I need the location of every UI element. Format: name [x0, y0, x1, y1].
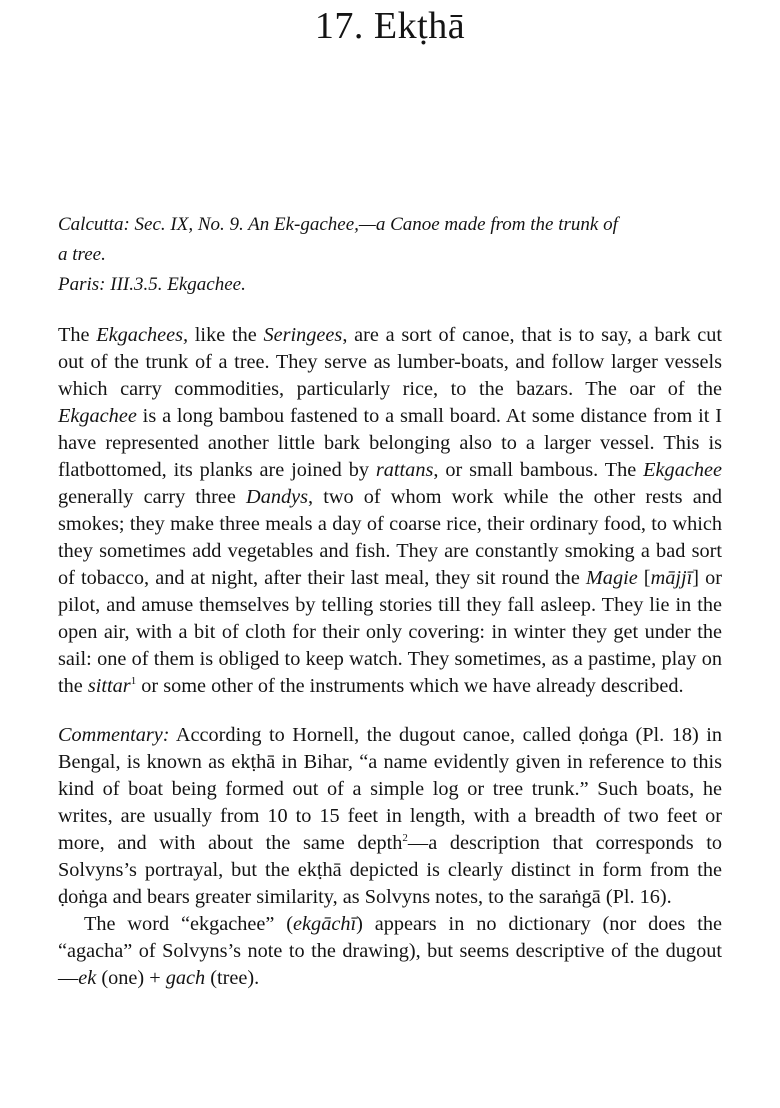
italic-term: rattans	[375, 459, 434, 481]
footnote-marker-1: 1	[130, 675, 137, 688]
italic-term: gach	[165, 967, 206, 989]
text-run: (one) +	[96, 967, 166, 989]
text-run: , are a sort of canoe, that is to say, a bark cut out of the trunk of a tree. They serve as lumber-boats, and follow larger vessels which carry commodities, particularly rice, to the bazars. The oar of the	[58, 324, 722, 400]
italic-term: Ekgachee	[643, 459, 722, 481]
italic-term: ekgāchī	[293, 913, 357, 935]
text-run: ] or pilot, and amuse themselves by telling stories till they fall asleep. They lie in the open air, with a bit of cloth for their only covering: in winter they get under the sail: one of them is obliged to keep watch. They sometimes, as a pastime, play on the	[58, 567, 722, 697]
italic-term: Seringees	[263, 324, 343, 346]
paris-reference: Paris: III.3.5. Ekgachee.	[58, 274, 246, 295]
text-run: or some other of the instruments which we have already described.	[136, 675, 684, 697]
text-run: (tree).	[205, 967, 260, 989]
text-run: like the	[188, 324, 264, 346]
text-run: The	[58, 324, 97, 346]
footnote-marker-2: 2	[402, 832, 408, 845]
calcutta-reference-line-1: Calcutta: Sec. IX, No. 9. An Ek-gachee,—a Canoe made from the trunk of	[58, 214, 618, 235]
solvyns-description-paragraph	[58, 322, 722, 700]
text-run: , two of whom work while the other rests and smokes; they make three meals a day of coarse rice, their ordinary food, to which they sometimes add vegetables and fish. They are constantly smoking a bad sort of tobacco, and at night, after their last meal, they sit round the	[58, 486, 722, 589]
document-page	[58, 0, 722, 992]
text-run: According to Hornell, the dugout canoe, called ḍoṅga (Pl. 18) in Bengal, is known as ekṭhā in Bihar, “a name evidently given in reference to this kind of boat being formed out of a simple log or tree trunk.” Such boats, he writes, are usually from 10 to 15 feet in length, with a breadth of two feet or more, and with about the same depth	[58, 724, 722, 854]
catalogue-references	[58, 210, 722, 300]
text-run: —a description that corresponds to Solvyns’s portrayal, but the ekṭhā depicted is clearly distinct in form from the ḍoṅga and bears greater similarity, as Solvyns notes, to the saraṅgā (Pl. 16).	[58, 832, 722, 908]
italic-term: mājjī	[650, 567, 693, 589]
italic-term: Ekgachees,	[96, 324, 189, 346]
text-run: ) appears in no dictionary (nor does the “agacha” of Solvyns’s note to the drawing), but seems descriptive of the dugout—	[58, 913, 722, 989]
text-run: , or small bambous. The	[433, 459, 644, 481]
etymology-paragraph	[58, 911, 722, 992]
italic-term: Ekgachee	[58, 405, 137, 427]
text-run: The word “ekgachee” (	[84, 913, 294, 935]
italic-term: sittar	[87, 675, 131, 697]
commentary-paragraph	[58, 722, 722, 911]
chapter-title: 17. Ekṭhā	[314, 5, 466, 47]
italic-term: ek	[78, 967, 97, 989]
text-run: generally carry three	[58, 486, 247, 508]
text-run: [	[637, 567, 651, 589]
calcutta-reference-line-2: a tree.	[58, 244, 106, 265]
italic-term: Dandys	[246, 486, 309, 508]
text-run: is a long bambou fastened to a small board. At some distance from it I have represented another little bark belonging also to a larger vessel. This is flatbottomed, its planks are joined by	[58, 405, 722, 481]
commentary-label: Commentary:	[58, 724, 170, 746]
italic-term: Magie	[585, 567, 638, 589]
